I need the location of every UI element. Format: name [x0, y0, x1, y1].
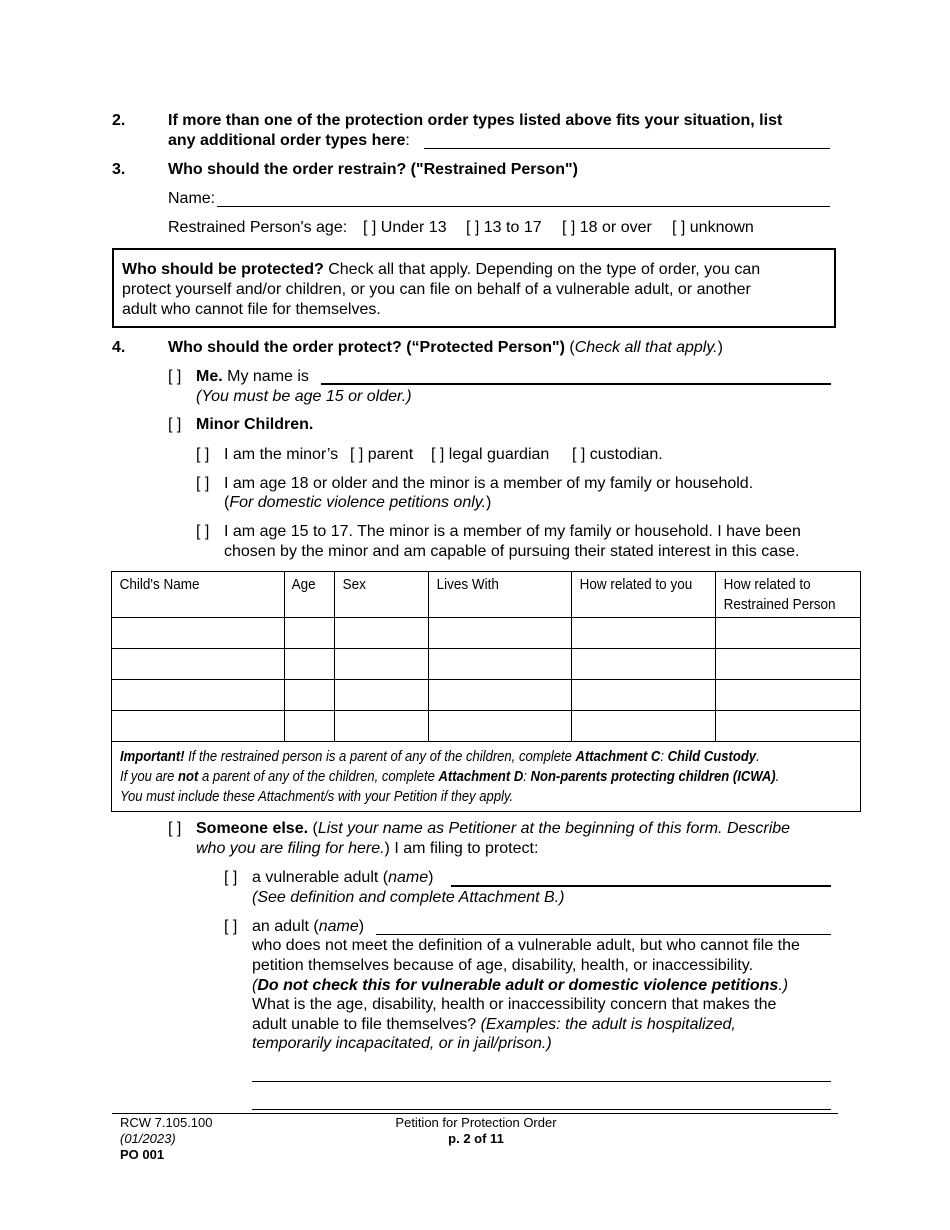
ad-name: name — [318, 918, 359, 935]
cell-input[interactable] — [335, 649, 429, 680]
q3-title: Who should the order restrain? ("Restrained Person") — [168, 161, 578, 178]
note-t1: If the restrained person is a parent of any of the children, complete — [184, 749, 576, 765]
cell-input[interactable] — [112, 680, 285, 711]
age-unknown-checkbox[interactable]: [ ] unknown — [672, 219, 754, 236]
adult-line5 — [252, 1016, 736, 1034]
se-open: ( — [308, 820, 318, 837]
minor-opt3-checkbox[interactable]: [ ] — [196, 523, 210, 540]
table-row — [112, 649, 861, 680]
note-non-parents: Non-parents protecting children (ICWA) — [530, 769, 776, 785]
me-label-row — [196, 368, 309, 386]
adult-checkbox[interactable]: [ ] — [224, 918, 238, 935]
ad-l3-bold: Do not check this for vulnerable adult or domestic violence petitions — [257, 977, 779, 994]
someone-else-line1 — [196, 820, 790, 838]
note-line1 — [120, 747, 779, 767]
minor-opt3-line2: chosen by the minor and am capable of pursuing their stated interest in this case. — [224, 543, 800, 560]
minor-opt1-text: I am the minor’s — [224, 446, 339, 463]
se-tail: I am filing to protect: — [389, 840, 539, 857]
ad-l5b: (Examples — [480, 1016, 557, 1033]
me-name-field[interactable] — [321, 383, 831, 385]
q2-number: 2. — [112, 112, 126, 129]
va-name: name — [388, 869, 429, 886]
vulnerable-adult-name-field[interactable] — [451, 885, 831, 887]
table-row — [112, 680, 861, 711]
restrained-name-label: Name: — [168, 190, 216, 207]
cell-input[interactable] — [572, 649, 716, 680]
ad-a: an adult ( — [252, 918, 319, 935]
concern-field-2[interactable] — [252, 1109, 831, 1110]
q3-number: 3. — [112, 161, 126, 178]
age-under-13-checkbox[interactable]: [ ] Under 13 — [363, 219, 447, 236]
adult-line1: who does not meet the definition of a vulnerable adult, but who cannot file the — [252, 937, 800, 954]
vulnerable-adult-note: (See definition and complete Attachment B.) — [252, 889, 565, 906]
va-a: a vulnerable adult ( — [252, 869, 389, 886]
ad-l5a: adult unable to file themselves? — [252, 1016, 481, 1033]
cell-input[interactable] — [335, 711, 429, 742]
footer-divider — [112, 1113, 838, 1114]
cell-input[interactable] — [716, 711, 861, 742]
note-child-custody: Child Custody — [667, 749, 757, 765]
cell-input[interactable] — [284, 711, 334, 742]
ad-l3-close: .) — [778, 977, 789, 994]
note-t2a: If you are — [120, 769, 179, 785]
col-age: Age — [284, 572, 329, 618]
info-text1: Check all that apply. Depending on the type of order, you can — [323, 261, 761, 278]
q2-text-line1: If more than one of the protection order types listed above fits your situation, list — [168, 112, 783, 129]
cell-input[interactable] — [335, 680, 429, 711]
col-childs-name: Child's Name — [112, 572, 268, 618]
ad-b: ) — [358, 918, 365, 935]
note-attc: Attachment C — [575, 749, 661, 765]
note-c2: : — [523, 769, 531, 785]
cell-input[interactable] — [429, 711, 572, 742]
col-related-to-you: How related to you — [572, 572, 702, 618]
parent-checkbox[interactable]: [ ] parent — [350, 446, 414, 463]
table-row — [112, 711, 861, 742]
cell-input[interactable] — [284, 649, 334, 680]
cell-input[interactable] — [572, 618, 716, 649]
cell-input[interactable] — [112, 618, 285, 649]
minor-opt1-checkbox[interactable]: [ ] — [196, 446, 210, 463]
age-13-17-checkbox[interactable]: [ ] 13 to 17 — [466, 219, 542, 236]
minor-opt3-line1: I am age 15 to 17. The minor is a member of my family or household. I have been — [224, 523, 801, 540]
note-d1: . — [756, 749, 760, 765]
q4-paren-close: ) — [717, 339, 723, 356]
minor-opt2-open: ( — [224, 494, 230, 511]
note-t3: You must include these Attachment/s with your Petition if they apply — [120, 789, 510, 805]
table-row — [112, 618, 861, 649]
adult-label — [252, 918, 364, 936]
adult-line3 — [252, 977, 788, 995]
q4-paren-open: ( — [564, 339, 575, 356]
me-label: Me. — [196, 368, 223, 385]
footer-title: Petition for Protection Order — [395, 1115, 557, 1130]
minor-opt2-line1: I am age 18 or older and the minor is a member of my family or household. — [224, 475, 754, 492]
note-important: Important! — [120, 749, 185, 765]
concern-field-1[interactable] — [252, 1081, 831, 1082]
ad-l5c: : the adult is hospitalized, — [556, 1016, 736, 1033]
q4-title — [168, 339, 723, 357]
children-table — [111, 571, 861, 812]
me-text: My name is — [222, 368, 309, 385]
se-hint1: List your name as Petitioner at the beginning of this form. Describe — [317, 820, 791, 837]
minor-children-checkbox[interactable]: [ ] — [168, 416, 182, 433]
table-note-row — [112, 742, 861, 812]
someone-else-checkbox[interactable]: [ ] — [168, 820, 182, 837]
important-note — [112, 742, 861, 812]
cell-input[interactable] — [335, 618, 429, 649]
minor-children-label: Minor Children. — [196, 416, 314, 433]
note-t2b: a parent of any of the children, complete — [198, 769, 439, 785]
minor-opt2-line2 — [224, 494, 491, 512]
note-d2: . — [775, 769, 780, 785]
va-b: ) — [428, 869, 434, 886]
info-bold: Who should be protected? — [122, 261, 324, 278]
age-18-over-checkbox[interactable]: [ ] 18 or over — [562, 219, 652, 236]
adult-line2: petition themselves because of age, disability, health, or inaccessibility. — [252, 957, 754, 974]
cell-input[interactable] — [112, 649, 285, 680]
col-sex: Sex — [335, 572, 419, 618]
q4-number: 4. — [112, 339, 126, 356]
cell-input[interactable] — [716, 618, 861, 649]
cell-input[interactable] — [284, 680, 334, 711]
cell-input[interactable] — [716, 680, 861, 711]
note-attd: Attachment D — [438, 769, 524, 785]
col-related-to-restrained: How related to Restrained Person — [716, 572, 847, 618]
footer-page: p. 2 of 11 — [448, 1131, 504, 1146]
note-not: not — [178, 769, 199, 785]
cell-input[interactable] — [716, 649, 861, 680]
se-hint2: who you are filing for here. — [196, 840, 385, 857]
cell-input[interactable] — [284, 618, 334, 649]
children-table-header — [112, 572, 861, 618]
cell-input[interactable] — [429, 618, 572, 649]
cell-input[interactable] — [429, 680, 572, 711]
q2-text-line2 — [168, 132, 410, 150]
q2-line2-bold: any additional order types here — [168, 132, 406, 149]
info-line3: adult who cannot file for themselves. — [122, 301, 381, 318]
minor-opt2-close: ) — [486, 494, 492, 511]
adult-name-field[interactable] — [376, 934, 831, 935]
restrained-age-label: Restrained Person's age: — [168, 219, 348, 236]
note-d3: . — [509, 789, 514, 805]
cell-input[interactable] — [112, 711, 285, 742]
se-close: ) — [384, 840, 390, 857]
me-checkbox[interactable]: [ ] — [168, 368, 182, 385]
note-c1: : — [660, 749, 668, 765]
legal-guardian-checkbox[interactable]: [ ] legal guardian — [431, 446, 550, 463]
ad-l3-open: ( — [252, 977, 258, 994]
footer-form-number: PO 001 — [120, 1147, 165, 1162]
footer-rcw: RCW 7.105.100 — [120, 1115, 213, 1130]
q2-colon: : — [405, 132, 410, 149]
who-protected-info-box — [112, 248, 836, 328]
restrained-name-field[interactable] — [217, 206, 830, 207]
q4-title-bold: Who should the order protect? (“Protected Person") — [168, 339, 565, 356]
someone-else-line2 — [196, 840, 538, 858]
custodian-checkbox[interactable]: [ ] custodian. — [572, 446, 663, 463]
adult-line6: temporarily incapacitated, or in jail/prison.) — [252, 1035, 552, 1052]
vulnerable-adult-label — [252, 869, 433, 887]
info-line2: protect yourself and/or children, or you can file on behalf of a vulnerable adult, or another — [122, 281, 751, 298]
additional-order-types-field[interactable] — [424, 148, 830, 149]
q4-hint: Check all that apply. — [574, 339, 718, 356]
cell-input[interactable] — [572, 680, 716, 711]
footer-date: (01/2023) — [120, 1131, 176, 1146]
note-line3 — [120, 787, 779, 807]
minor-opt2-checkbox[interactable]: [ ] — [196, 475, 210, 492]
info-line1 — [122, 260, 834, 280]
me-age-note: (You must be age 15 or older.) — [196, 388, 412, 405]
cell-input[interactable] — [572, 711, 716, 742]
note-line2 — [120, 767, 779, 787]
minor-opt2-hint: For domestic violence petitions only. — [229, 494, 487, 511]
adult-line4: What is the age, disability, health or inaccessibility concern that makes the — [252, 996, 777, 1013]
someone-else-label: Someone else. — [196, 820, 309, 837]
vulnerable-adult-checkbox[interactable]: [ ] — [224, 869, 238, 886]
col-lives-with: Lives With — [429, 572, 558, 618]
cell-input[interactable] — [429, 649, 572, 680]
